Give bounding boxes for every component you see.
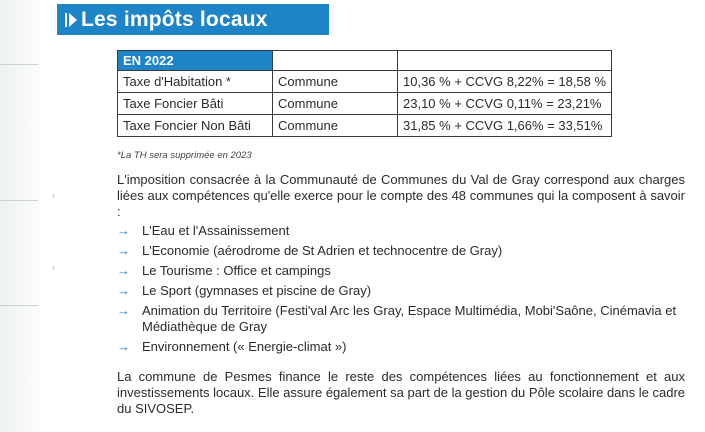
list-item-text: L'Economie (aérodrome de St Adrien et technocentre de Gray) bbox=[142, 243, 503, 258]
competences-list bbox=[117, 223, 685, 359]
table-footnote: *La TH sera supprimée en 2023 bbox=[117, 150, 252, 161]
list-item bbox=[117, 263, 685, 279]
list-item-text: Animation du Territoire (Festi'val Arc les Gray, Espace Multimédia, Mobi'Saône, Cinémavia et Médiathèque de Gray bbox=[142, 303, 677, 334]
page-title: Les impôts locaux bbox=[81, 7, 268, 31]
tax-name: Taxe Foncier Non Bâti bbox=[118, 115, 273, 137]
outro-paragraph: La commune de Pesmes finance le reste des compétences liées au fonctionnement et aux investissements locaux. Elle assure également sa part de la gestion du Pôle scolaire dans le cadre du SIVOSEP. bbox=[117, 369, 685, 416]
table-header-empty bbox=[398, 51, 612, 71]
section-title bbox=[57, 4, 329, 35]
table-row bbox=[118, 93, 612, 115]
arrow-right-icon: → bbox=[117, 223, 130, 238]
intro-paragraph: L'imposition consacrée à la Communauté de Communes du Val de Gray correspond aux charges liées aux compétences qu'elle exerce pour le compte des 48 communes qui la composent à savoir : bbox=[117, 172, 685, 219]
list-item bbox=[117, 283, 685, 299]
list-item bbox=[117, 303, 685, 335]
tax-table bbox=[117, 50, 612, 137]
tax-scope: Commune bbox=[273, 71, 398, 93]
list-item-text: L'Eau et l'Assainissement bbox=[142, 223, 290, 238]
list-item bbox=[117, 223, 685, 239]
table-row bbox=[118, 71, 612, 93]
tax-rate: 10,36 % + CCVG 8,22% = 18,58 % bbox=[398, 71, 612, 93]
tax-scope: Commune bbox=[273, 115, 398, 137]
title-triangle-icon bbox=[69, 13, 77, 27]
arrow-right-icon: → bbox=[117, 303, 130, 318]
margin-mark-icon: ‹ bbox=[52, 262, 55, 272]
arrow-right-icon: → bbox=[117, 339, 130, 354]
arrow-right-icon: → bbox=[117, 283, 130, 298]
arrow-right-icon: → bbox=[117, 263, 130, 278]
tax-rate: 31,85 % + CCVG 1,66% = 33,51% bbox=[398, 115, 612, 137]
table-row bbox=[118, 115, 612, 137]
list-item bbox=[117, 243, 685, 259]
list-item-text: Environnement (« Energie-climat ») bbox=[142, 339, 347, 354]
margin-rule bbox=[0, 64, 38, 65]
tax-name: Taxe d'Habitation * bbox=[118, 71, 273, 93]
list-item-text: Le Tourisme : Office et campings bbox=[142, 263, 331, 278]
arrow-right-icon: → bbox=[117, 243, 130, 258]
table-header-row bbox=[118, 51, 612, 71]
list-item bbox=[117, 339, 685, 355]
table-header-cell: EN 2022 bbox=[118, 51, 273, 71]
list-item-text: Le Sport (gymnases et piscine de Gray) bbox=[142, 283, 372, 298]
title-bar-icon bbox=[65, 13, 67, 27]
margin-rule bbox=[0, 305, 38, 306]
table-header-empty bbox=[273, 51, 398, 71]
tax-rate: 23,10 % + CCVG 0,11% = 23,21% bbox=[398, 93, 612, 115]
margin-rule bbox=[0, 200, 38, 201]
tax-scope: Commune bbox=[273, 93, 398, 115]
margin-mark-icon: ‹ bbox=[52, 190, 55, 200]
tax-name: Taxe Foncier Bâti bbox=[118, 93, 273, 115]
